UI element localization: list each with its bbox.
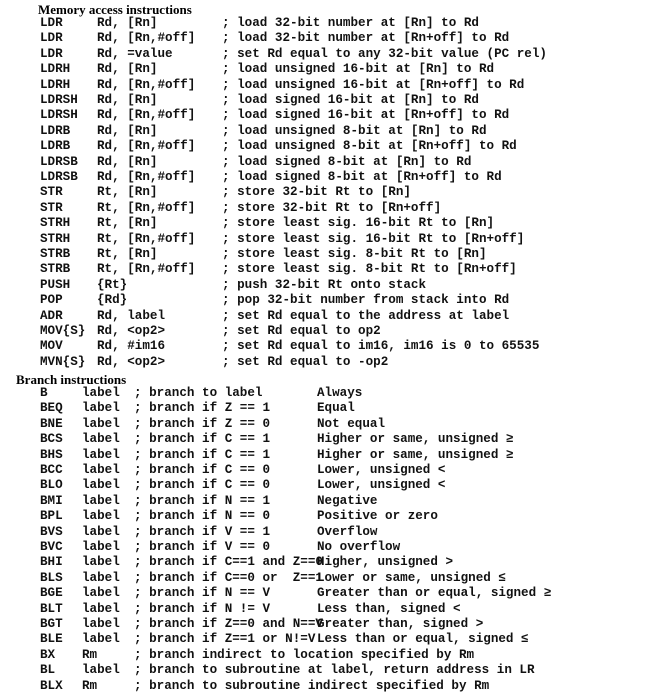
comment: ; load unsigned 16-bit at [Rn] to Rd (222, 62, 495, 77)
mnemonic: MVN{S} (40, 354, 86, 369)
instruction-row (0, 309, 652, 324)
condition-description: Positive or zero (317, 509, 438, 524)
condition-description: Always (317, 386, 363, 400)
operands: Rt, [Rn,#off] (97, 200, 196, 215)
comment: ; store least sig. 16-bit Rt to [Rn] (222, 216, 495, 231)
mnemonic: LDRSH (40, 93, 78, 107)
instruction-row (0, 139, 652, 154)
mnemonic: PUSH (40, 277, 71, 292)
instruction-row (0, 108, 652, 123)
comment: ; load 32-bit number at [Rn+off] to Rd (222, 31, 510, 46)
operands: label (82, 632, 120, 647)
instruction-row (0, 463, 652, 478)
mnemonic: BVS (40, 524, 63, 539)
comment: ; branch if N == 0 (134, 509, 271, 524)
instruction-row (0, 262, 652, 277)
operands: label (82, 540, 120, 554)
operands: Rd, [Rn] (97, 16, 158, 30)
instruction-row (0, 663, 652, 678)
comment: ; set Rd equal to -op2 (222, 354, 389, 369)
instruction-row (0, 540, 652, 555)
mnemonic: BL (40, 663, 56, 678)
memory-access-heading: Memory access instructions (38, 2, 192, 17)
operands: Rd, <op2> (97, 324, 166, 338)
operands: label (82, 401, 120, 416)
comment: ; branch if Z == 1 (134, 401, 271, 416)
operands: {Rt} (97, 277, 128, 292)
mnemonic: BGT (40, 617, 63, 631)
operands: Rd, [Rn,#off] (97, 139, 196, 154)
mnemonic: BNE (40, 416, 63, 431)
comment: ; branch to subroutine at label, return address in LR (134, 663, 535, 678)
mnemonic: BHI (40, 555, 63, 570)
mnemonic: LDR (40, 46, 63, 61)
operands: label (82, 478, 120, 493)
condition-description: Higher, unsigned > (317, 555, 454, 570)
comment: ; load signed 8-bit at [Rn] to Rd (222, 154, 472, 169)
operands: Rd, =value (97, 46, 173, 61)
instruction-row (0, 509, 652, 524)
branch-heading: Branch instructions (16, 372, 127, 387)
operands: Rt, [Rn] (97, 216, 158, 231)
comment: ; branch if Z == 0 (134, 416, 271, 431)
instruction-row (0, 278, 652, 293)
instruction-row (0, 555, 652, 570)
instruction-row (0, 124, 652, 139)
instruction-row (0, 216, 652, 231)
instruction-row (0, 78, 652, 93)
instruction-row (0, 417, 652, 432)
mnemonic: STRB (40, 247, 71, 261)
operands: label (82, 386, 120, 400)
operands: Rd, [Rn] (97, 154, 158, 169)
condition-description: Not equal (317, 416, 386, 431)
comment: ; load signed 16-bit at [Rn+off] to Rd (222, 108, 510, 123)
operands: label (82, 617, 120, 631)
operands: Rd, [Rn] (97, 123, 158, 138)
mnemonic: BMI (40, 493, 63, 508)
mnemonic: LDRH (40, 62, 71, 77)
comment: ; branch if C == 0 (134, 463, 271, 477)
operands: label (82, 432, 120, 447)
instruction-row (0, 155, 652, 170)
mnemonic: BLX (40, 678, 63, 693)
operands: label (82, 570, 120, 585)
condition-description: Negative (317, 493, 378, 508)
operands: label (82, 524, 120, 539)
operands: Rt, [Rn] (97, 185, 158, 200)
instruction-row (0, 602, 652, 617)
comment: ; branch if C == 1 (134, 432, 271, 447)
comment: ; set Rd equal to op2 (222, 324, 381, 338)
condition-description: Overflow (317, 524, 378, 539)
instruction-row (0, 247, 652, 262)
mnemonic: BLT (40, 601, 63, 616)
comment: ; branch if Z==1 or N!=V (134, 632, 316, 647)
instruction-row (0, 432, 652, 447)
operands: label (82, 463, 120, 477)
instruction-row (0, 62, 652, 77)
comment: ; load unsigned 8-bit at [Rn+off] to Rd (222, 139, 517, 154)
mnemonic: BLO (40, 478, 63, 493)
instruction-row (0, 586, 652, 601)
instruction-row (0, 571, 652, 586)
operands: {Rd} (97, 293, 128, 308)
instruction-row (0, 16, 652, 31)
mnemonic: BLE (40, 632, 63, 647)
mnemonic: LDRSB (40, 154, 78, 169)
instruction-row (0, 201, 652, 216)
condition-description: Higher or same, unsigned ≥ (317, 447, 514, 462)
comment: ; set Rd equal to any 32-bit value (PC rel) (222, 46, 547, 61)
operands: Rm (82, 678, 98, 693)
comment: ; load 32-bit number at [Rn] to Rd (222, 16, 479, 30)
condition-description: Higher or same, unsigned ≥ (317, 432, 514, 447)
comment: ; branch to subroutine indirect specified by Rm (134, 678, 490, 693)
comment: ; branch indirect to location specified by Rm (134, 647, 475, 662)
operands: label (82, 493, 120, 508)
comment: ; branch to label (134, 386, 263, 400)
comment: ; load unsigned 8-bit at [Rn] to Rd (222, 123, 487, 138)
mnemonic: LDR (40, 16, 63, 30)
operands: Rd, [Rn,#off] (97, 31, 196, 46)
comment: ; set Rd equal to the address at label (222, 308, 510, 323)
operands: Rt, [Rn,#off] (97, 262, 196, 277)
comment: ; branch if C == 0 (134, 478, 271, 493)
mnemonic: BX (40, 647, 56, 662)
instruction-row (0, 648, 652, 663)
comment: ; store least sig. 16-bit Rt to [Rn+off] (222, 231, 525, 246)
comment: ; store least sig. 8-bit Rt to [Rn] (222, 247, 487, 261)
comment: ; store 32-bit Rt to [Rn] (222, 185, 411, 200)
mnemonic: MOV (40, 339, 63, 354)
mnemonic: BGE (40, 586, 63, 601)
mnemonic: POP (40, 293, 63, 308)
instruction-row (0, 386, 652, 401)
operands: Rm (82, 647, 98, 662)
comment: ; branch if N != V (134, 601, 271, 616)
condition-description: Less than, signed < (317, 601, 461, 616)
comment: ; branch if N == 1 (134, 493, 271, 508)
instruction-row (0, 339, 652, 354)
mnemonic: BVC (40, 540, 63, 554)
comment: ; pop 32-bit number from stack into Rd (222, 293, 510, 308)
mnemonic: LDRB (40, 139, 71, 154)
condition-description: Greater than or equal, signed ≥ (317, 586, 552, 601)
condition-description: Greater than, signed > (317, 617, 484, 631)
mnemonic: STR (40, 185, 63, 200)
mnemonic: LDRSH (40, 108, 78, 123)
instruction-row (0, 93, 652, 108)
instruction-row (0, 448, 652, 463)
operands: Rd, [Rn,#off] (97, 108, 196, 123)
instruction-row (0, 617, 652, 632)
mnemonic: B (40, 386, 48, 400)
instruction-row (0, 679, 652, 694)
condition-description: No overflow (317, 540, 401, 554)
operands: Rd, <op2> (97, 354, 166, 369)
instruction-row (0, 47, 652, 62)
mnemonic: STRB (40, 262, 71, 277)
comment: ; branch if C==0 or Z==1 (134, 570, 323, 585)
instruction-row (0, 170, 652, 185)
operands: Rd, [Rn] (97, 62, 158, 77)
instruction-row (0, 401, 652, 416)
operands: Rd, [Rn,#off] (97, 170, 196, 184)
condition-description: Less than or equal, signed ≤ (317, 632, 529, 647)
mnemonic: STR (40, 200, 63, 215)
comment: ; load signed 16-bit at [Rn] to Rd (222, 93, 479, 107)
comment: ; set Rd equal to im16, im16 is 0 to 65535 (222, 339, 540, 354)
operands: Rd, #im16 (97, 339, 166, 354)
comment: ; load signed 8-bit at [Rn+off] to Rd (222, 170, 502, 184)
mnemonic: LDRH (40, 77, 71, 92)
operands: Rd, label (97, 308, 166, 323)
operands: label (82, 447, 120, 462)
mnemonic: BEQ (40, 401, 63, 416)
mnemonic: STRH (40, 231, 71, 246)
instruction-row (0, 31, 652, 46)
condition-description: Lower, unsigned < (317, 463, 446, 477)
instruction-row (0, 478, 652, 493)
instruction-row (0, 632, 652, 647)
comment: ; branch if C==1 and Z==0 (134, 555, 323, 570)
instruction-row (0, 525, 652, 540)
instruction-row (0, 232, 652, 247)
comment: ; branch if V == 1 (134, 524, 271, 539)
comment: ; branch if V == 0 (134, 540, 271, 554)
comment: ; store least sig. 8-bit Rt to [Rn+off] (222, 262, 517, 277)
operands: Rd, [Rn] (97, 93, 158, 107)
comment: ; branch if N == V (134, 586, 271, 601)
instruction-row (0, 293, 652, 308)
instruction-row (0, 324, 652, 339)
mnemonic: BHS (40, 447, 63, 462)
mnemonic: BPL (40, 509, 63, 524)
operands: label (82, 601, 120, 616)
operands: Rd, [Rn,#off] (97, 77, 196, 92)
comment: ; push 32-bit Rt onto stack (222, 277, 427, 292)
comment: ; branch if C == 1 (134, 447, 271, 462)
mnemonic: STRH (40, 216, 71, 231)
comment: ; load unsigned 16-bit at [Rn+off] to Rd (222, 77, 525, 92)
instruction-row (0, 355, 652, 370)
condition-description: Lower, unsigned < (317, 478, 446, 493)
mnemonic: LDRSB (40, 170, 78, 184)
instruction-row (0, 494, 652, 509)
mnemonic: LDR (40, 31, 63, 46)
mnemonic: BLS (40, 570, 63, 585)
mnemonic: BCC (40, 463, 63, 477)
operands: label (82, 509, 120, 524)
operands: label (82, 555, 120, 570)
condition-description: Lower or same, unsigned ≤ (317, 570, 506, 585)
operands: label (82, 416, 120, 431)
mnemonic: BCS (40, 432, 63, 447)
mnemonic: ADR (40, 308, 63, 323)
operands: label (82, 663, 120, 678)
operands: Rt, [Rn,#off] (97, 231, 196, 246)
condition-description: Equal (317, 401, 355, 416)
mnemonic: LDRB (40, 123, 71, 138)
operands: Rt, [Rn] (97, 247, 158, 261)
instruction-row (0, 185, 652, 200)
comment: ; branch if Z==0 and N==V (134, 617, 323, 631)
mnemonic: MOV{S} (40, 324, 86, 338)
operands: label (82, 586, 120, 601)
comment: ; store 32-bit Rt to [Rn+off] (222, 200, 442, 215)
